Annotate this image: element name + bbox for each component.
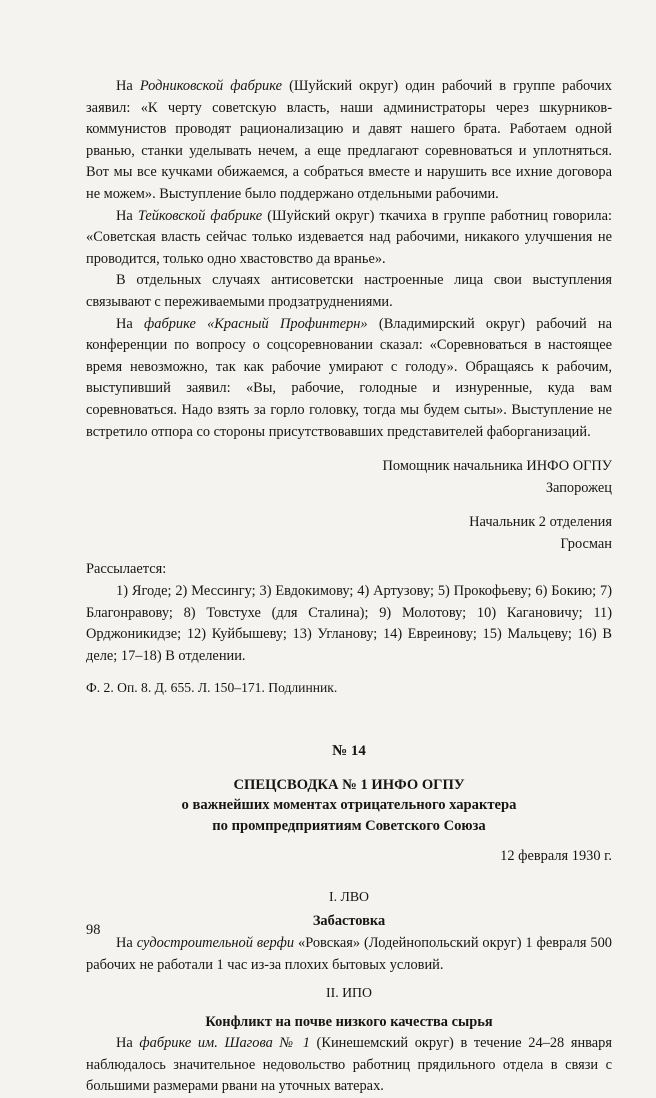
archive-source: Ф. 2. Оп. 8. Д. 655. Л. 150–171. Подлинник. (86, 680, 338, 696)
para2-italic: Тейковской фабрике (137, 207, 263, 224)
para2-text: (Шуйский округ) ткачиха в группе работниц говорила: «Советская власть сейчас только издевается над рабочими, никакого улучшения не проводится, только одно хвастовство да вранье». (86, 207, 612, 267)
para1-text-start: На (116, 78, 140, 94)
section2-text-start: На (116, 1035, 140, 1052)
page-number: 98 (86, 922, 101, 938)
signature-2-title: Начальник 2 отделения (469, 514, 612, 531)
paragraph-teykovo (86, 206, 612, 271)
document-date: 12 февраля 1930 г. (500, 848, 612, 865)
distribution-label: Рассылается: (86, 561, 167, 578)
paragraph-rodniki (86, 76, 612, 206)
signature-block-1 (86, 456, 612, 499)
para4-italic: фабрике «Красный Профинтерн» (144, 315, 368, 332)
signature-2-name: Гросман (560, 535, 612, 552)
distribution-list: 1) Ягоде; 2) Мессингу; 3) Евдокимову; 4) Артузову; 5) Прокофьеву; 6) Бокию; 7) Благонравову; 8) Товстухе (для Сталина); 9) Молотову; 10) Кагановичу; 11) Орджоникидзе; 12) Куйбышеву; 13) Угланову; 14) Евреинову; 15) Мальцеву; 16) В деле; 17–18) В отделении. (86, 583, 612, 664)
paragraph-antisoviet: В отдельных случаях антисоветски настроенные лица свои выступления связывают с переживаемыми продзатруднениями. (86, 272, 612, 310)
section1-text: «Ровская» (Лодейнопольский округ) 1 февраля 500 рабочих не работали 1 час из-за плохих бытовых условий. (86, 934, 612, 973)
section1-italic: судостроительной верфи (136, 934, 295, 951)
document-title (86, 775, 612, 837)
section-2-paragraph (86, 1033, 612, 1098)
section1-text-start: На (116, 934, 137, 951)
signature-1-name: Запорожец (545, 479, 612, 496)
para4-text: (Владимирский округ) рабочий на конференции по вопросу о соцсоревновании сказал: «Соревноваться в настоящее время невозможно, так как рабочие умирают с голоду». Обращаясь к рабочим, выступивший заявил: «Вы, рабочие, голодные и изнуренные, куда вам соревноваться. Надо взять за горло головку, тогда мы будем сыты». Выступление не встретило отпора со стороны присутствовавших представителей фаборганизаций. (86, 315, 612, 440)
para2-text-start: На (116, 207, 138, 224)
document-title-line-2: о важнейших моментах отрицательного характера (181, 797, 517, 814)
section-1-subheading: Забастовка (312, 913, 386, 930)
para4-text-start: На (116, 315, 145, 332)
section-2-subheading: Конфликт на почве низкого качества сырья (205, 1013, 493, 1030)
signature-block-2 (86, 512, 612, 555)
section2-text: (Кинешемский округ) в течение 24–28 января наблюдалось значительное недовольство работниц прядильного отдела в связи с большими размерами рвани на уточных ватерах. (86, 1035, 612, 1095)
para1-text: (Шуйский округ) один рабочий в группе рабочих заявил: «К черту советскую власть, наши администраторы через шкурников-коммунистов проводят рационализацию и давят нашего брата. Работаем одной рванью, станки уделывать нечем, а еще предлагают соревноваться и уплотняться. Вот мы все кучками обижаемся, а собраться вместе и нарушить все ихние договора не можем». Выступление было поддержано отдельными рабочими. (86, 78, 612, 202)
section-2-heading: II. ИПО (326, 985, 372, 1001)
section-1-heading: I. ЛВО (328, 888, 370, 904)
section2-italic: фабрике им. Шагова № 1 (139, 1035, 310, 1052)
section-1-paragraph (86, 933, 612, 976)
document-title-line-3: по промпредприятиям Советского Союза (212, 817, 486, 834)
distribution-block (86, 559, 612, 667)
document-title-line-1: СПЕЦСВОДКА № 1 ИНФО ОГПУ (233, 776, 465, 793)
signature-1-title: Помощник начальника ИНФО ОГПУ (382, 458, 612, 475)
document-number: № 14 (332, 743, 366, 760)
paragraph-krasny-profintern (86, 314, 612, 444)
para1-italic: Родниковской фабрике (139, 78, 283, 94)
